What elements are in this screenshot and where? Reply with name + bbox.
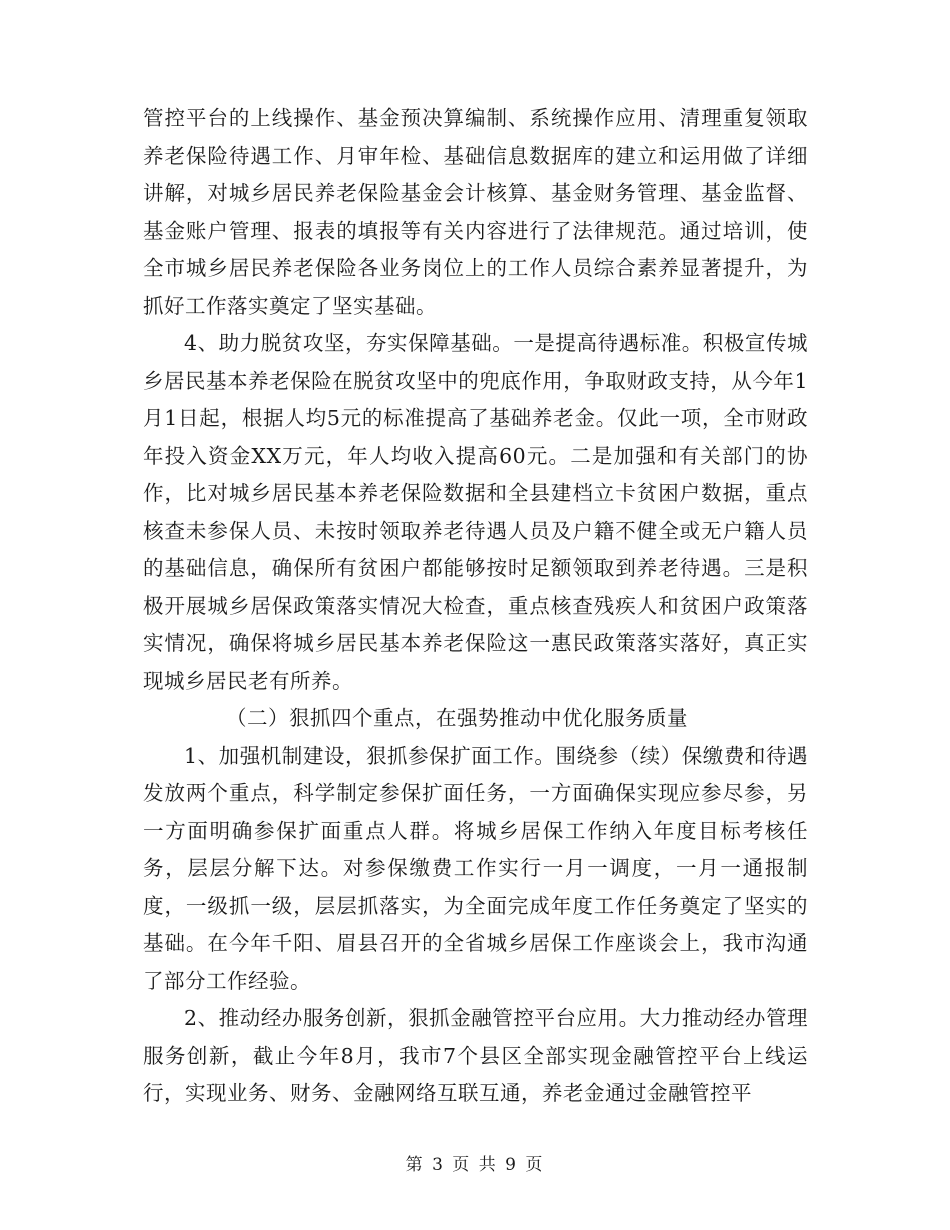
page-number-footer: 第 3 页 共 9 页 [405,1155,545,1175]
document-body [143,100,808,1113]
paragraph-service-innovation: 2、推动经办服务创新，狠抓金融管控平台应用。大力推动经办管理服务创新，截止今年8月，我市7个县区全部实现金融管控平台上线运行，实现业务、财务、金融网络互联互通，养老金通过金融管控平 [143,1006,808,1105]
paragraph-mechanism-building: 1、加强机制建设，狠抓参保扩面工作。围绕参（续）保缴费和待遇发放两个重点，科学制定参保扩面任务，一方面确保实现应参尽参，另一方面明确参保扩面重点人群。将城乡居保工作纳入年度目标考核任务，层层分解下达。对参保缴费工作实行一月一调度，一月一通报制度，一级抓一级，层层抓落实，为全面完成年度工作任务奠定了坚实的基础。在今年千阳、眉县召开的全省城乡居保工作座谈会上，我市沟通了部分工作经验。 [143,743,808,993]
section-heading: （二）狠抓四个重点，在强势推动中优化服务质量 [226,706,688,730]
paragraph-continued: 管控平台的上线操作、基金预决算编制、系统操作应用、清理重复领取养老保险待遇工作、月审年检、基础信息数据库的建立和运用做了详细讲解，对城乡居民养老保险基金会计核算、基金财务管理、基金监督、基金账户管理、报表的填报等有关内容进行了法律规范。通过培训，使全市城乡居民养老保险各业务岗位上的工作人员综合素养显著提升，为抓好工作落实奠定了坚实基础。 [143,106,808,318]
paragraph-poverty-alleviation: 4、助力脱贫攻坚，夯实保障基础。一是提高待遇标准。积极宣传城乡居民基本养老保险在脱贫攻坚中的兜底作用，争取财政支持，从今年1月1日起，根据人均5元的标准提高了基础养老金。仅此一项，全市财政年投入资金XX万元，年人均收入提高60元。二是加强和有关部门的协作，比对城乡居民基本养老保险数据和全县建档立卡贫困户数据，重点核查未参保人员、未按时领取养老待遇人员及户籍不健全或无户籍人员的基础信息，确保所有贫困户都能够按时足额领取到养老待遇。三是积极开展城乡居保政策落实情况大检查，重点核查残疾人和贫困户政策落实情况，确保将城乡居民基本养老保险这一惠民政策落实落好，真正实现城乡居民老有所养。 [143,331,808,693]
